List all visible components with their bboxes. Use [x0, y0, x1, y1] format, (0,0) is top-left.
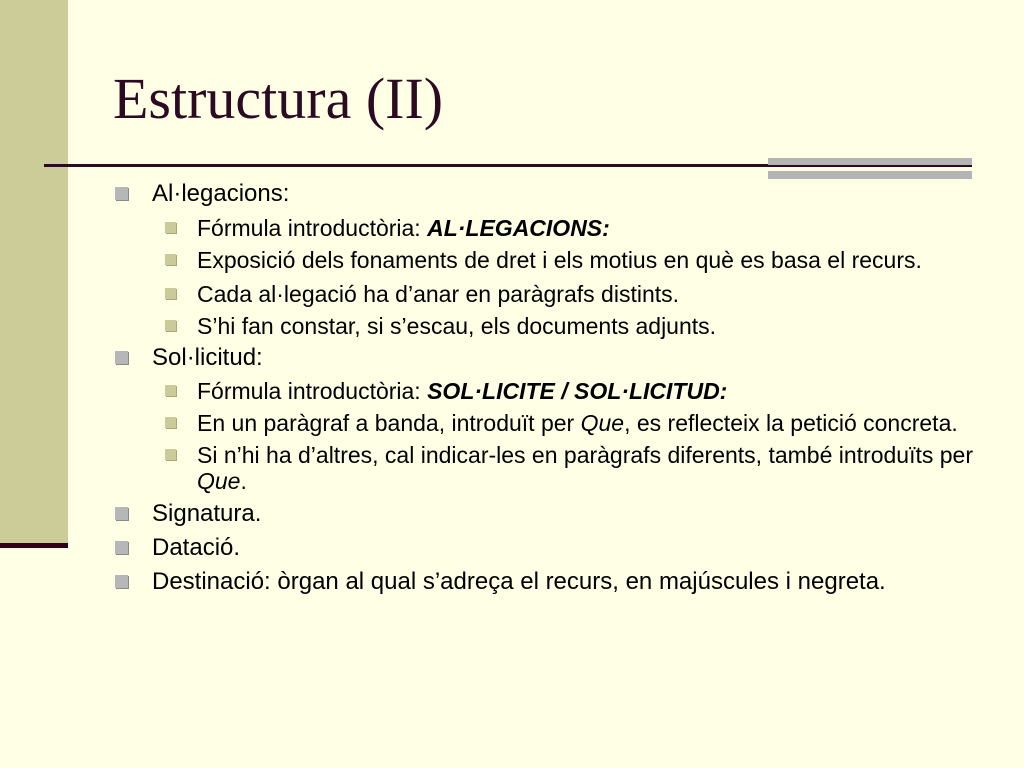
square-bullet-icon	[165, 222, 176, 233]
item-text-tail: , es reflecteix la petició concreta.	[624, 410, 958, 436]
list-item-formula-sollicitud	[113, 378, 973, 404]
left-bar-bottom-rule	[0, 543, 68, 548]
square-bullet-icon	[115, 351, 128, 364]
item-text: Datació.	[152, 534, 241, 561]
item-text: Fórmula introductòria:	[197, 378, 428, 404]
square-bullet-icon	[165, 385, 176, 396]
item-emphasis: AL·LEGACIONS:	[427, 215, 610, 241]
item-text: Destinació: òrgan al qual s’adreça el recurs, en majúscules i negreta.	[152, 568, 886, 595]
list-item-paragraf-banda	[113, 410, 973, 436]
item-text: S’hi fan constar, si s’escau, els documents adjunts.	[197, 313, 717, 339]
item-text-tail: .	[240, 468, 247, 494]
item-text: Signatura.	[152, 500, 262, 527]
list-item-altres	[113, 442, 973, 494]
left-decorative-bar	[0, 0, 68, 548]
list-item-destinacio	[113, 568, 973, 596]
list-item-exposicio	[113, 247, 973, 273]
item-text: En un paràgraf a banda, introduït per	[197, 410, 581, 436]
item-emphasis: SOL·LICITE / SOL·LICITUD:	[427, 378, 728, 404]
list-item-formula-allegacions	[113, 215, 973, 241]
item-text: Si n’hi ha d’altres, cal indicar-les en paràgrafs diferents, també introduïts per	[197, 442, 974, 468]
item-text: Al·legacions:	[152, 180, 290, 207]
square-bullet-icon	[115, 575, 128, 588]
list-item-cada-allegacio	[113, 281, 973, 307]
list-item-signatura	[113, 500, 973, 528]
bullet-list	[113, 180, 973, 596]
square-bullet-icon	[165, 417, 176, 428]
item-text: Fórmula introductòria:	[197, 215, 428, 241]
square-bullet-icon	[165, 254, 176, 265]
square-bullet-icon	[165, 288, 176, 299]
item-text: Cada al·legació ha d’anar en paràgrafs distints.	[197, 281, 680, 307]
list-item-documents	[113, 313, 973, 339]
square-bullet-icon	[115, 541, 128, 554]
item-text: Exposició dels fonaments de dret i els motius en què es basa el recurs.	[197, 247, 922, 273]
item-italic: Que	[197, 468, 241, 494]
square-bullet-icon	[165, 449, 176, 460]
list-item-sollicitud	[113, 344, 973, 372]
square-bullet-icon	[165, 320, 176, 331]
list-item-datacio	[113, 534, 973, 562]
item-italic: Que	[580, 410, 625, 436]
list-item-allegacions	[113, 180, 973, 208]
slide-title: Estructura (II)	[113, 66, 444, 131]
item-text: Sol·licitud:	[152, 344, 263, 371]
square-bullet-icon	[115, 507, 128, 520]
title-grey-band	[768, 158, 972, 179]
square-bullet-icon	[115, 187, 128, 200]
